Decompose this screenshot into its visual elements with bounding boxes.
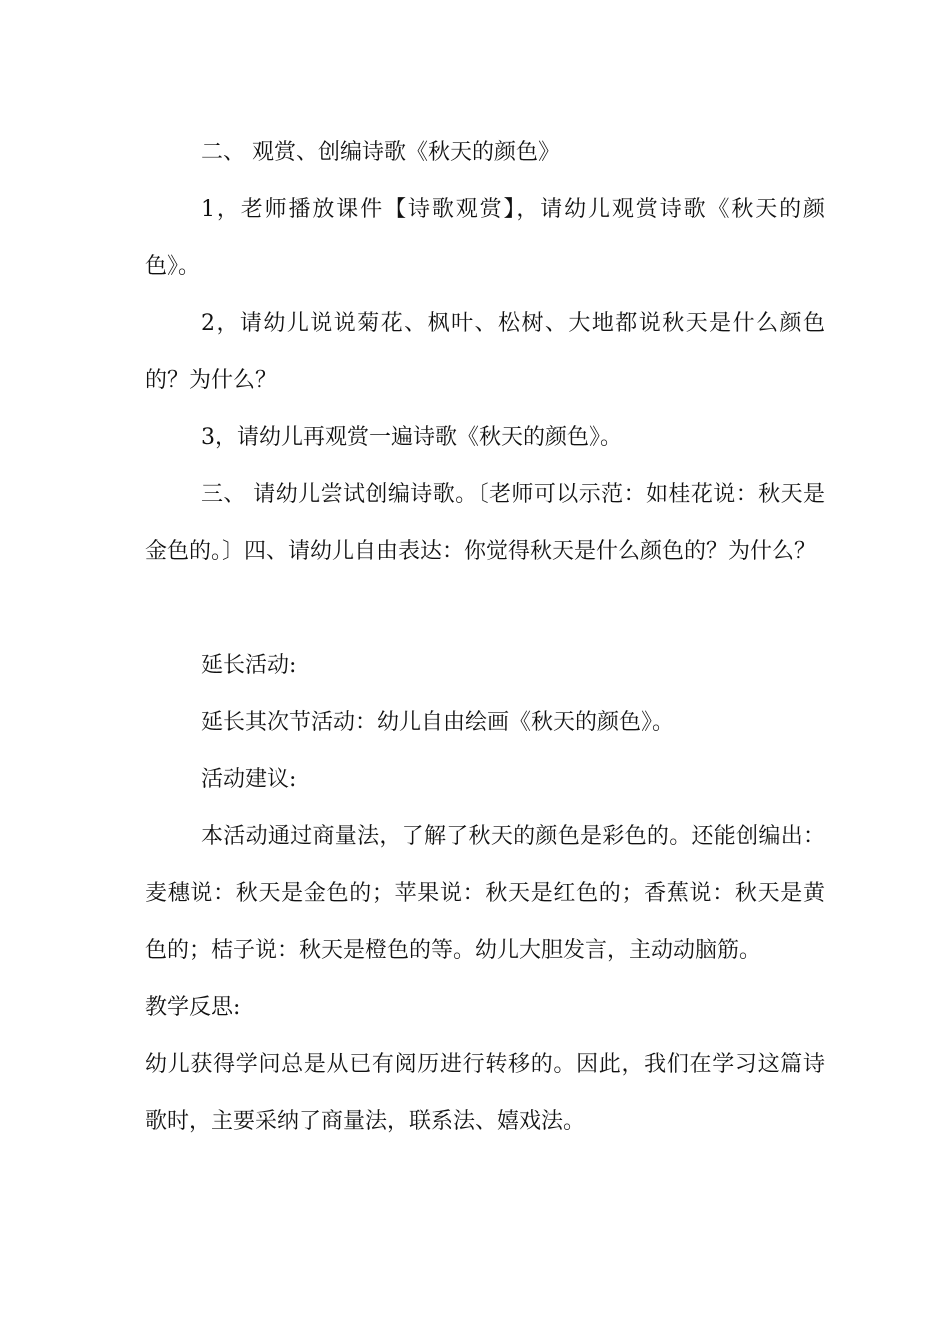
step-three-paragraph: 3，请幼儿再观赏一遍诗歌《秋天的颜色》。 [201,425,622,450]
step-one-paragraph: 1，老师播放课件【诗歌观赏】，请幼儿观赏诗歌《秋天的颜色》。 [145,197,825,279]
extension-activity-paragraph: 延长其次节活动：幼儿自由绘画《秋天的颜色》。 [201,710,675,735]
teaching-reflection-heading: 教学反思: [145,995,241,1020]
teaching-reflection-paragraph: 幼儿获得学问总是从已有阅历进行转移的。因此，我们在学习这篇诗歌时，主要采纳了商量法，联系法、嬉戏法。 [145,1052,825,1134]
step-two-paragraph: 2，请幼儿说说菊花、枫叶、松树、大地都说秋天是什么颜色的？为什么？ [145,311,825,393]
section-two-heading: 二、 观赏、创编诗歌《秋天的颜色》 [201,140,560,165]
activity-suggestion-heading: 活动建议: [201,767,297,792]
activity-suggestion-paragraph: 本活动通过商量法，了解了秋天的颜色是彩色的。还能创编出：麦穗说：秋天是金色的；苹果说：秋天是红色的；香蕉说：秋天是黄色的；桔子说：秋天是橙色的等。幼儿大胆发言，主动动脑筋。 [145,824,825,963]
extension-activity-heading: 延长活动: [201,653,297,678]
section-three-four-paragraph: 三、 请幼儿尝试创编诗歌。〔老师可以示范：如桂花说：秋天是金色的。〕四、请幼儿自由表达：你觉得秋天是什么颜色的？为什么？ [145,482,825,564]
